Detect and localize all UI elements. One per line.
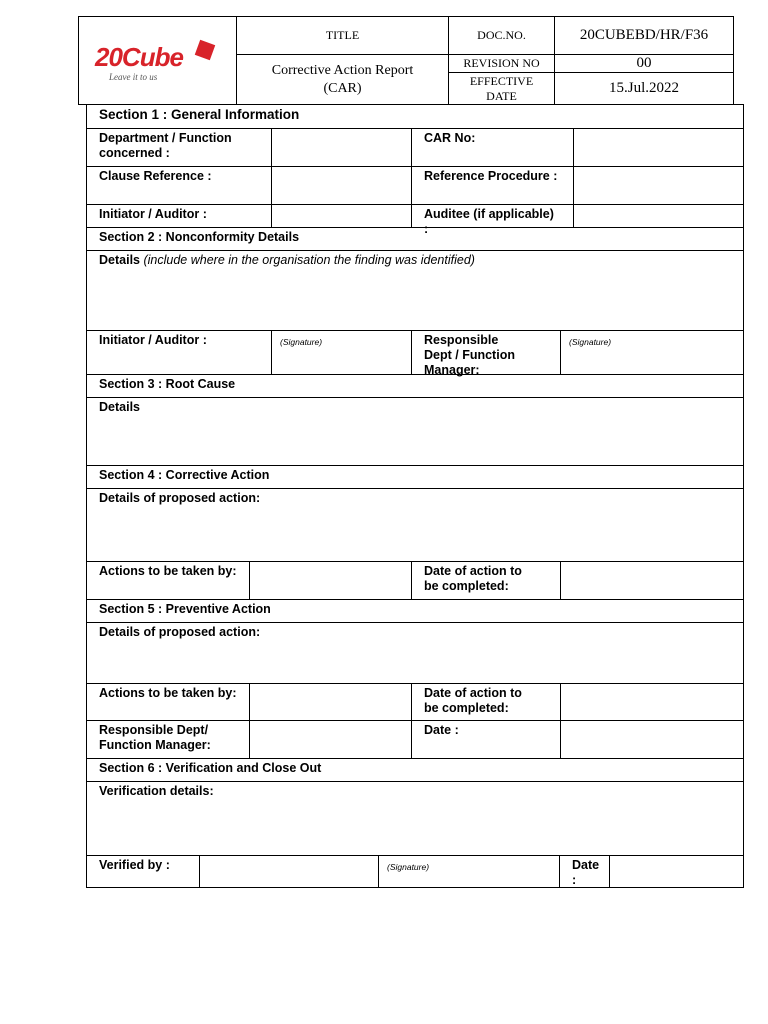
doc-title-line1: Corrective Action Report <box>271 62 414 78</box>
section-6-row-verified <box>87 856 743 887</box>
signature-hint-3: (Signature) <box>387 862 430 872</box>
root-cause-details-label: Details <box>99 400 140 414</box>
verified-date-label <box>559 856 609 887</box>
verified-date-label-1: Date <box>572 858 600 872</box>
docno-label: DOC.NO. <box>449 17 555 55</box>
section-1-heading: Section 1 : General Information <box>87 105 743 129</box>
corrective-date-label-2: be completed: <box>424 579 509 593</box>
car-form <box>86 104 744 888</box>
initiator-label-2: Initiator / Auditor : <box>99 333 207 347</box>
document-header <box>78 16 733 104</box>
preventive-actions-by-label: Actions to be taken by: <box>99 686 237 700</box>
ref-procedure-label: Reference Procedure : <box>411 167 573 204</box>
document-title <box>237 55 449 105</box>
preventive-resp-label-1: Responsible Dept/ <box>99 723 209 737</box>
corrective-date-field[interactable] <box>560 562 743 599</box>
section-2-heading: Section 2 : Nonconformity Details <box>87 228 743 251</box>
manager-signature-field[interactable] <box>560 331 743 374</box>
logo-cell <box>79 17 237 105</box>
cube-icon <box>195 39 216 60</box>
initiator-label: Initiator / Auditor : <box>99 207 207 221</box>
responsible-manager-label <box>411 331 560 377</box>
verified-by-label: Verified by : <box>99 858 170 872</box>
dept-field[interactable] <box>271 129 411 166</box>
preventive-date-only-label: Date : <box>411 721 560 758</box>
auditee-field[interactable] <box>573 205 743 227</box>
doc-title-line2: (CAR) <box>323 80 362 96</box>
signature-hint-2: (Signature) <box>569 337 612 347</box>
initiator-field[interactable] <box>271 205 411 227</box>
docno-value: 20CUBEBD/HR/F36 <box>555 17 734 55</box>
preventive-date-only-field[interactable] <box>560 721 743 758</box>
corrective-date-label <box>411 562 560 599</box>
preventive-details-label: Details of proposed action: <box>99 625 261 639</box>
preventive-actions-by-field[interactable] <box>249 684 411 720</box>
resp-label-2: Dept / Function <box>424 348 515 362</box>
section-6-heading: Section 6 : Verification and Close Out <box>87 759 743 782</box>
section-1-row-clause <box>87 167 743 205</box>
resp-label-1: Responsible <box>424 333 499 347</box>
ref-procedure-field[interactable] <box>573 167 743 204</box>
verified-date-field[interactable] <box>609 856 743 887</box>
company-logo <box>79 18 236 104</box>
section-4-heading: Section 4 : Corrective Action <box>87 466 743 489</box>
section-1-row-dept <box>87 129 743 167</box>
effective-label-1: EFFECTIVE <box>469 73 534 88</box>
initiator-signature-field[interactable] <box>271 331 411 374</box>
corrective-actions-by-label: Actions to be taken by: <box>99 564 237 578</box>
effective-date-value: 15.Jul.2022 <box>555 73 734 105</box>
preventive-date-label-1: Date of action to <box>424 686 522 700</box>
corrective-action-details-field[interactable] <box>87 489 743 562</box>
verified-date-label-2: : <box>572 873 577 887</box>
nonconformity-details-field[interactable] <box>87 251 743 331</box>
logo-text: 20Cube <box>95 41 183 72</box>
section-4-row-actions <box>87 562 743 600</box>
details-label: Details <box>99 253 140 267</box>
logo-tagline: Leave it to us <box>109 71 158 82</box>
verifier-signature-field[interactable] <box>378 856 559 887</box>
preventive-date-label-2: be completed: <box>424 701 509 715</box>
section-3-heading: Section 3 : Root Cause <box>87 375 743 398</box>
verification-details-field[interactable] <box>87 782 743 856</box>
section-5-row-responsible <box>87 721 743 759</box>
section-1-row-initiator <box>87 205 743 236</box>
verified-by-field[interactable] <box>199 856 378 887</box>
preventive-resp-field[interactable] <box>249 721 411 758</box>
effective-label-2: DATE <box>486 88 517 103</box>
auditee-label: Auditee (if applicable) : <box>411 205 573 227</box>
clause-label: Clause Reference : <box>99 169 212 183</box>
corrective-date-label-1: Date of action to <box>424 564 522 578</box>
clause-field[interactable] <box>271 167 411 204</box>
preventive-date-field[interactable] <box>560 684 743 720</box>
title-label: TITLE <box>237 17 449 55</box>
dept-label <box>87 129 271 166</box>
effective-date-label <box>449 73 555 105</box>
section-5-row-actions <box>87 684 743 721</box>
preventive-resp-label-2: Function Manager: <box>99 738 211 752</box>
section-2-row-signatures <box>87 331 743 375</box>
section-5-heading: Section 5 : Preventive Action <box>87 600 743 623</box>
preventive-action-details-field[interactable] <box>87 623 743 684</box>
dept-label-2: concerned : <box>99 146 170 160</box>
dept-label-1: Department / Function <box>99 131 232 145</box>
corrective-actions-by-field[interactable] <box>249 562 411 599</box>
car-no-label: CAR No: <box>411 129 573 166</box>
resp-label-3: Manager: <box>424 363 480 377</box>
car-no-field[interactable] <box>573 129 743 166</box>
signature-hint: (Signature) <box>280 337 323 347</box>
verification-details-label: Verification details: <box>99 784 214 798</box>
corrective-details-label: Details of proposed action: <box>99 491 261 505</box>
details-hint: (include where in the organisation the finding was identified) <box>143 253 475 267</box>
revision-value: 00 <box>555 55 734 73</box>
preventive-resp-label <box>87 721 249 758</box>
preventive-date-label <box>411 684 560 720</box>
root-cause-details-field[interactable] <box>87 398 743 466</box>
revision-label: REVISION NO <box>449 55 555 73</box>
